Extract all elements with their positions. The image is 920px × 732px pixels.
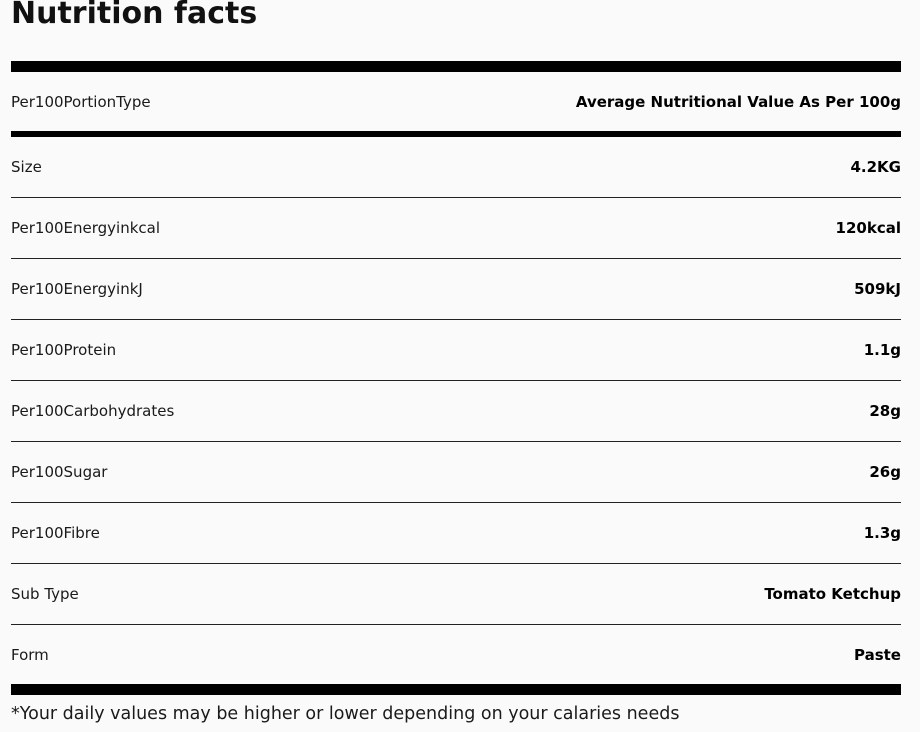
row-value: Tomato Ketchup [764,585,901,603]
nutrition-row-protein [11,320,901,381]
page-title: Nutrition facts [11,0,258,31]
footnote: *Your daily values may be higher or lower depending on your calaries needs [11,704,680,724]
nutrition-row-size [11,137,901,198]
row-label: Sub Type [11,585,79,603]
nutrition-row-carbohydrates [11,381,901,442]
nutrition-row-energy-kcal [11,198,901,259]
portion-type-row [11,72,901,131]
row-value: Paste [854,645,901,664]
row-label: Size [11,158,42,176]
row-value: 120kcal [835,219,901,237]
row-value: Average Nutritional Value As Per 100g [575,92,901,111]
row-value: 28g [869,402,901,420]
nutrition-row-form [11,625,901,684]
row-label: Per100Sugar [11,463,108,481]
row-label: Per100Fibre [11,524,100,542]
row-label: Per100Protein [11,341,117,359]
top-divider [11,61,901,72]
nutrition-row-sub-type [11,564,901,625]
row-label: Per100Carbohydrates [11,402,175,420]
row-value: 509kJ [854,280,901,298]
nutrition-row-sugar [11,442,901,503]
row-value: 4.2KG [850,158,901,176]
row-label: Per100Energyinkcal [11,219,161,237]
nutrition-row-fibre [11,503,901,564]
row-label: Form [11,645,49,664]
bottom-divider [11,684,901,695]
row-value: 1.3g [863,524,901,542]
row-value: 26g [869,463,901,481]
nutrition-row-energy-kj [11,259,901,320]
row-label: Per100PortionType [11,92,151,111]
row-value: 1.1g [863,341,901,359]
row-label: Per100EnergyinkJ [11,280,143,298]
